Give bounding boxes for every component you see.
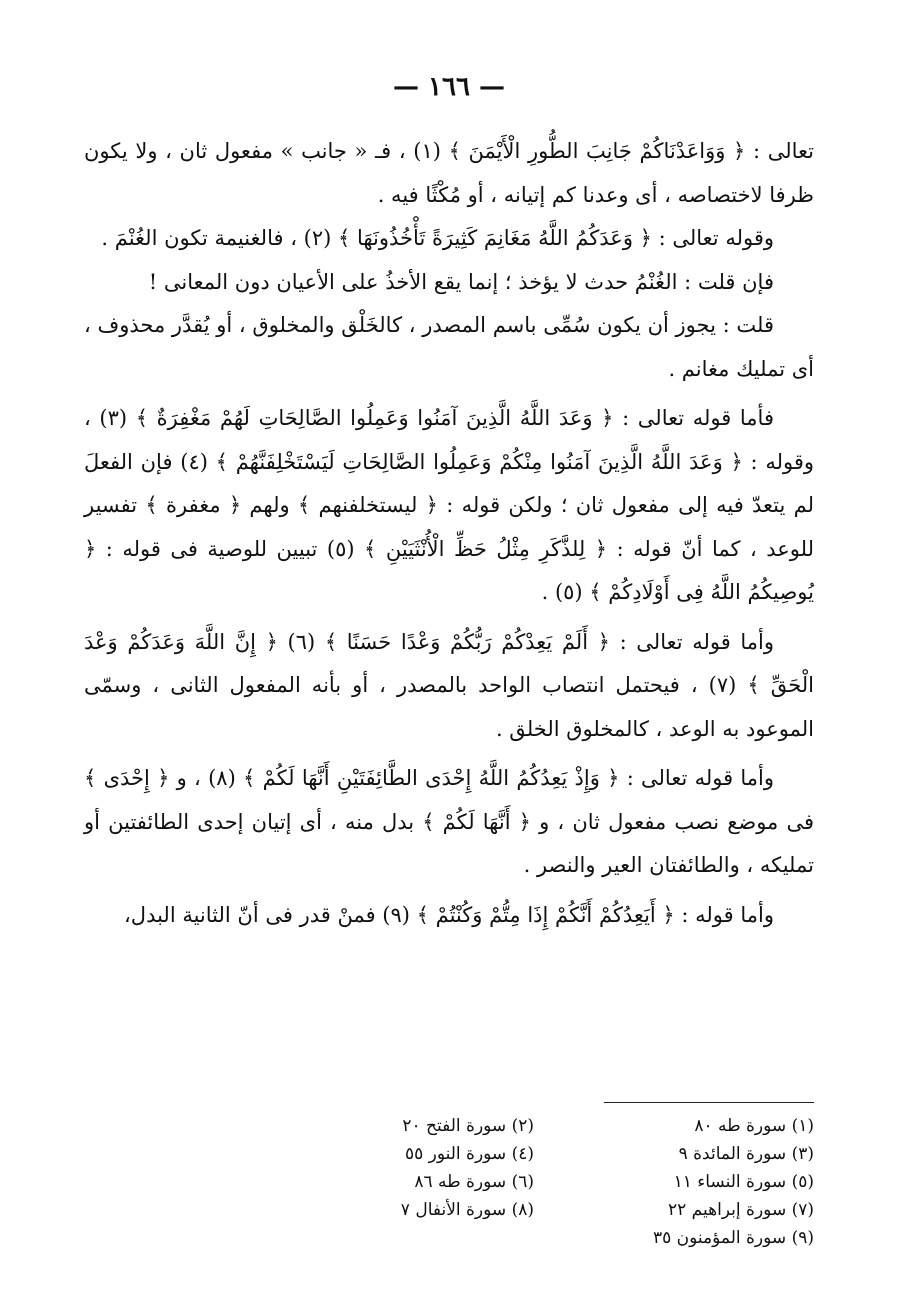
- footnote-row: [254, 1168, 814, 1196]
- footnote-4: (٤) سورة النور ٥٥: [404, 1144, 534, 1164]
- footnote-3: (٣) سورة المائدة ٩: [678, 1144, 814, 1164]
- paragraph-6: وأما قوله تعالى : ﴿ أَلَمْ يَعِدْكُمْ رَبُّكُمْ وَعْدًا حَسَنًا ﴾ (٦) ﴿ إِنَّ اللَّهَ وَعَدَكُمْ وَعْدَ الْحَقِّ ﴾ (٧) ، فيحتمل انتصاب الواحد بالمصدر ، أو بأنه المفعول الثانى ، وسمّى الموعود به الوعد ، كالمخلوق الخلق .: [84, 629, 815, 741]
- footnotes: [254, 1112, 814, 1252]
- footnote-2: (٢) سورة الفتح ٢٠: [402, 1116, 534, 1136]
- footnote-row: [254, 1224, 814, 1252]
- footnote-empty: [254, 1224, 534, 1252]
- footnote-5: (٥) سورة النساء ١١: [673, 1172, 814, 1192]
- paragraph-7: وأما قوله تعالى : ﴿ وَإِذْ يَعِدُكُمُ اللَّهُ إِحْدَى الطَّائِفَتَيْنِ أَنَّهَا لَكُمْ ﴾ (٨) ، و ﴿ إِحْدَى ﴾ فى موضع نصب مفعول ثان ، و ﴿ أَنَّهَا لَكُمْ ﴾ بدل منه ، أى إتيان إحدى الطائفتين أو تمليكه ، والطائفتان العير والنصر .: [84, 766, 814, 877]
- footnote-divider: [604, 1102, 814, 1103]
- footnote-8: (٨) سورة الأنفال ٧: [400, 1200, 534, 1220]
- paragraph-1: تعالى : ﴿ وَوَاعَدْنَاكُمْ جَانِبَ الطُّورِ الْأَيْمَنَ ﴾ (١) ، فـ « جانب » مفعول ثان ، ولا يكون ظرفا لاختصاصه ، أى وعدنا كم إتيانه ، أو مُكْثًا فيه .: [84, 139, 814, 207]
- page-number: — ١٦٦ —: [392, 72, 506, 102]
- paragraph-8: وأما قوله : ﴿ أَيَعِدُكُمْ أَنَّكُمْ إِذَا مِتُّمْ وَكُنْتُمْ ﴾ (٩) فمنْ قدر فى أنّ الثانية البدل،: [124, 902, 774, 927]
- footnote-1: (١) سورة طه ٨٠: [694, 1116, 814, 1136]
- paragraph-4: قلت : يجوز أن يكون سُمِّى باسم المصدر ، كالخَلْق والمخلوق ، أو يُقدَّر محذوف ، أى تمليك مغانم .: [84, 313, 814, 381]
- footnote-row: [254, 1196, 814, 1224]
- paragraph-5: فأما قوله تعالى : ﴿ وَعَدَ اللَّهُ الَّذِينَ آمَنُوا وَعَمِلُوا الصَّالِحَاتِ لَهُمْ مَغْفِرَةٌ ﴾ (٣) ، وقوله : ﴿ وَعَدَ اللَّهُ الَّذِينَ آمَنُوا مِنْكُمْ وَعَمِلُوا الصَّالِحَاتِ لَيَسْتَخْلِفَنَّهُمْ ﴾ (٤) فإن الفعلَ لم يتعدّ فيه إلى مفعول ثان ؛ ولكن قوله : ﴿ ليستخلفنهم ﴾ ولهم ﴿ مغفرة ﴾ تفسير للوعد ، كما أنّ قوله : ﴿ لِلذَّكَرِ مِثْلُ حَظِّ الْأُنْثَيَيْنِ ﴾ (٥) تبيين للوصية فى قوله : ﴿ يُوصِيكُمُ اللَّهُ فِى أَوْلَادِكُمْ ﴾ (٥) .: [84, 406, 815, 604]
- paragraph-2: وقوله تعالى : ﴿ وَعَدَكُمُ اللَّهُ مَغَانِمَ كَثِيرَةً تَأْخُذُونَهَا ﴾ (٢) ، فالغنيمة تكون الغُنْمَ .: [101, 226, 774, 250]
- footnote-9: (٩) سورة المؤمنون ٣٥: [652, 1228, 814, 1248]
- paragraph-3: فإن قلت : الغُنْمُ حدث لا يؤخذ ؛ إنما يقع الأخذُ على الأعيان دون المعانى !: [148, 269, 774, 294]
- footnote-6: (٦) سورة طه ٨٦: [414, 1172, 534, 1192]
- footnote-row: [254, 1112, 814, 1140]
- body-text: [84, 130, 814, 937]
- footnote-7: (٧) سورة إبراهيم ٢٢: [668, 1200, 814, 1220]
- footnote-row: [254, 1140, 814, 1168]
